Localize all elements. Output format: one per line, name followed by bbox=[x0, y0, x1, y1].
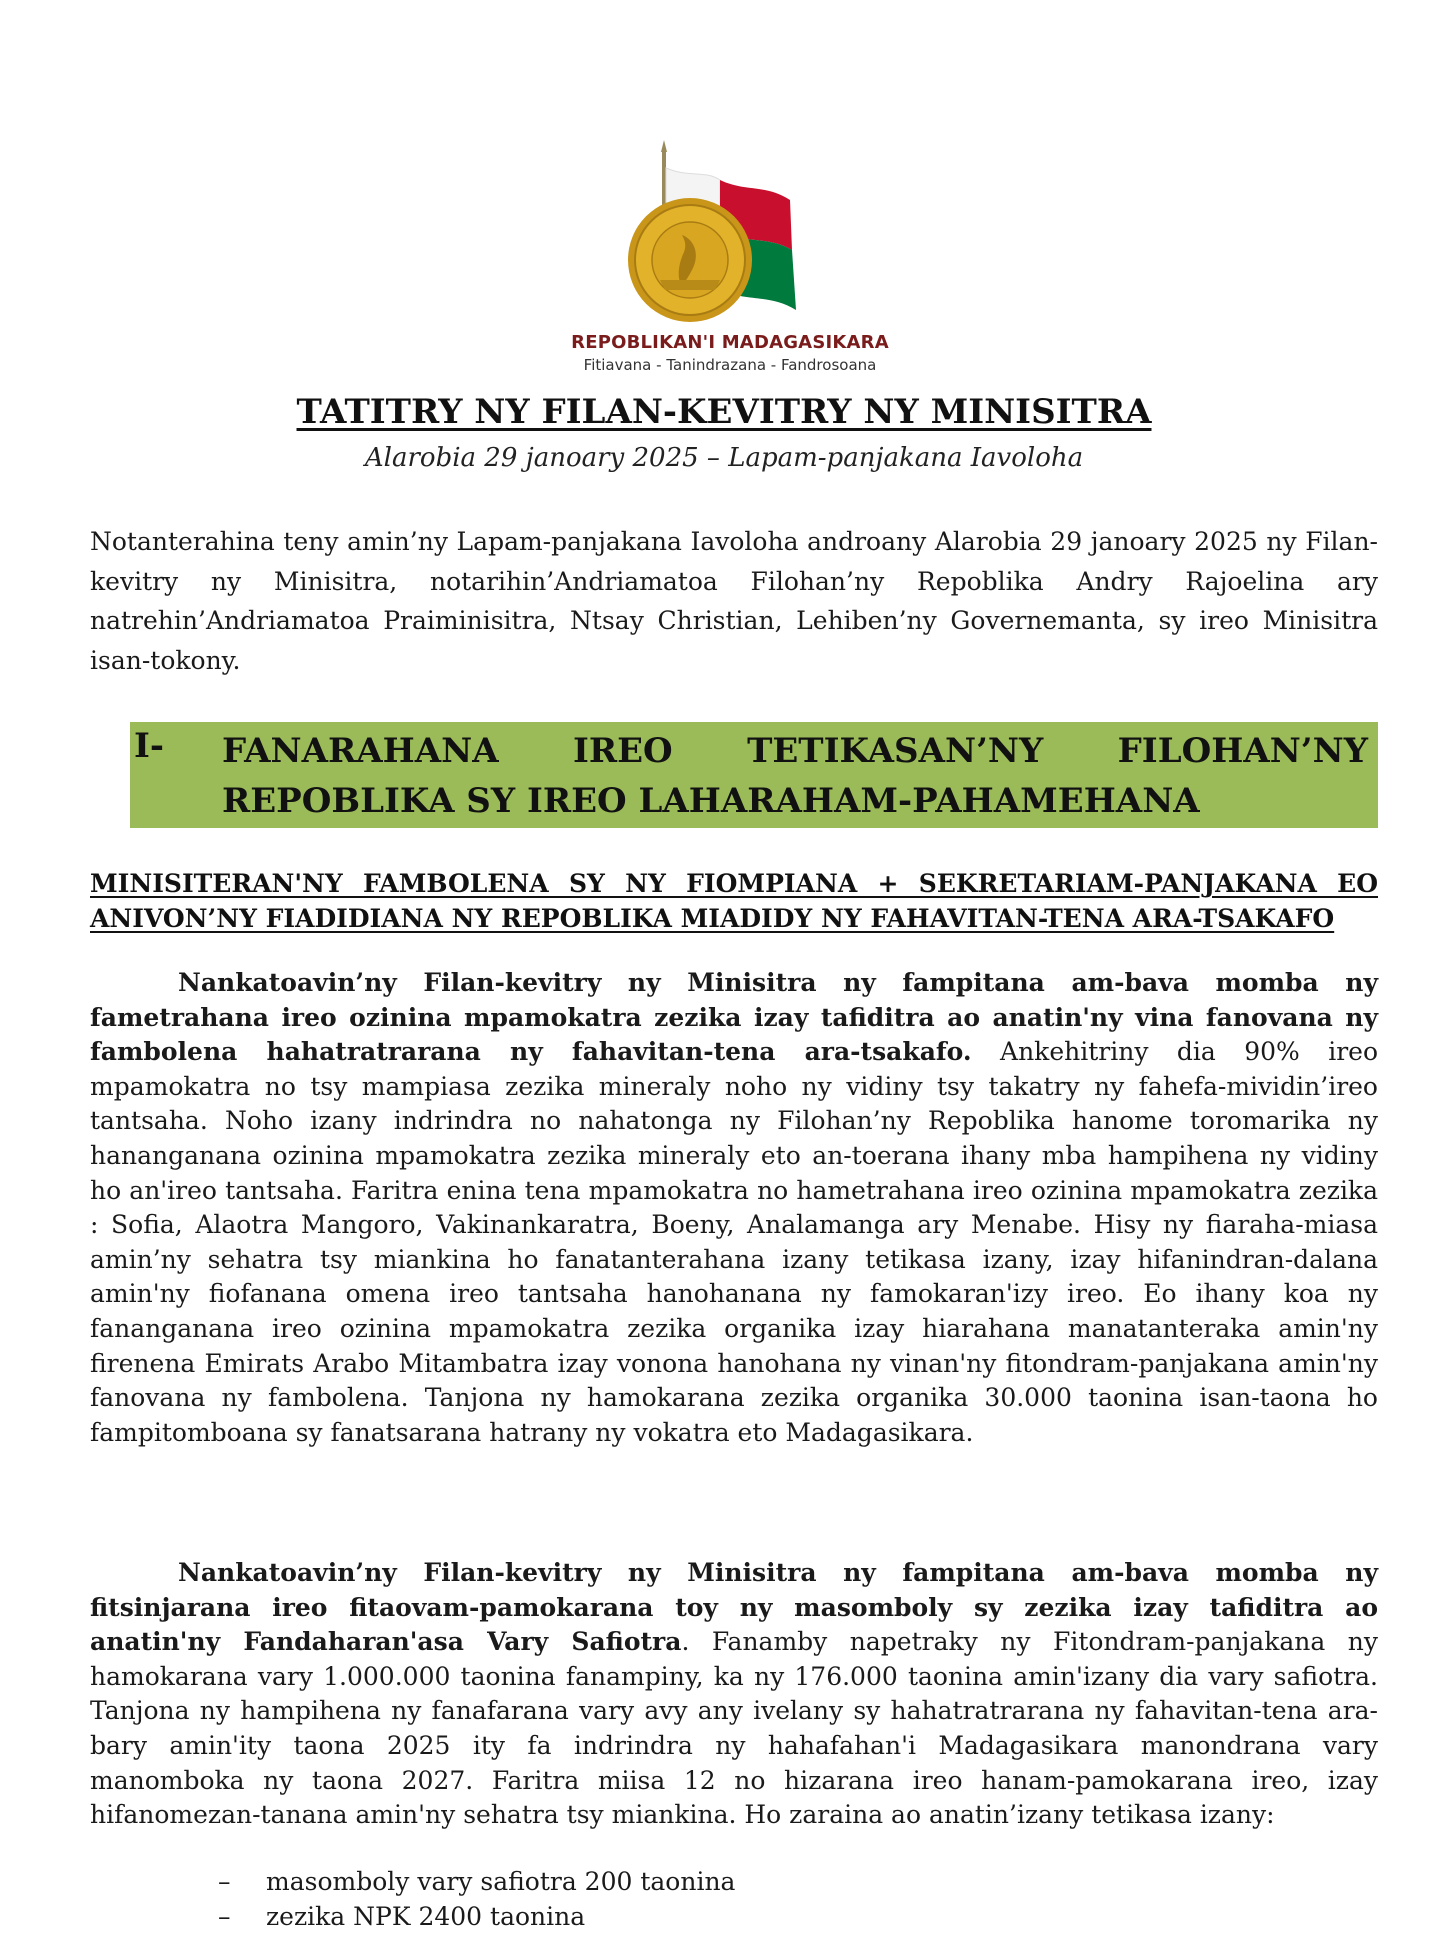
section-title-line1: FANARAHANA IREO TETIKASAN’NY FILOHAN’NY bbox=[222, 731, 1368, 771]
section-title-line2: REPOBLIKA SY IREO LAHARAHAM-PAHAMEHANA bbox=[222, 781, 1200, 821]
paragraph-body: Ankehitriny dia 90% ireo mpamokatra no tsy mampiasa zezika mineraly noho ny vidiny tsy takatry ny fahefa-mividin’ireo tantsaha. Noho izany indrindra no nahatonga ny Filohan’ny Repoblika hanome toromarika ny hananganana ozinina mpamokatra zezika mineraly eto an-toerana ihany mba hampihena ny vidiny ho an'ireo tantsaha. Faritra enina tena mpamokatra no hametrahana ireo ozinina mpamokatra zezika : Sofia, Alaotra Mangoro, Vakinankaratra, Boeny, Analamanga ary Menabe. Hisy ny fiaraha-miasa amin’ny sehatra tsy miankina ho fanatanterahana izany tetikasa izany, izay hifanindran-dalana amin'ny fiofanana omena ireo tantsaha hanohanana ny famokaran'izy ireo. Eo ihany koa ny fananganana ireo ozinina mpamokatra zezika organika izay hiarahana manatanteraka amin'ny firenena Emirats Arabo Mitambatra izay vonona hanohana ny vinan'ny fitondram-panjakana amin'ny fanovana ny fambolena. Tanjona ny hamokarana zezika organika 30.000 taonina isan-taona ho fampitomboana sy fanatsarana hatrany ny vokatra eto Madagasikara. bbox=[90, 1037, 1378, 1447]
list-item: – masomboly vary safiotra 200 taonina bbox=[218, 1867, 736, 1896]
document-subtitle: Alarobia 29 janoary 2025 – Lapam-panjakana Iavoloha bbox=[364, 443, 1084, 473]
intro-paragraph: Notanterahina teny amin’ny Lapam-panjakana Iavoloha androany Alarobia 29 janoary 2025 ny Filan-kevitry ny Minisitra, notarihin’Andriamatoa Filohan’ny Repoblika Andry Rajoelina ary natrehin’Andriamatoa Praiminisitra, Ntsay Christian, Lehiben’ny Governemanta, sy ireo Minisitra isan-tokony. bbox=[90, 527, 1378, 675]
republic-logo bbox=[560, 140, 900, 380]
republic-motto: Fitiavana - Tanindrazana - Fandrosoana bbox=[583, 356, 877, 374]
paragraph-lead: Nankatoavin’ny Filan-kevitry ny Minisitra ny fampitana am-bava momba ny fametrahana ireo ozinina mpamokatra zezika izay tafiditra ao anatin'ny vina fanovana ny fambolena hahatratrarana ny fahavitan-tena ara-tsakafo. bbox=[90, 968, 1378, 1067]
document-title: TATITRY NY FILAN-KEVITRY NY MINISITRA bbox=[296, 392, 1152, 432]
paragraph-fertilizer bbox=[90, 966, 1378, 1450]
paragraph-lead: Nankatoavin’ny Filan-kevitry ny Minisitra ny fampitana am-bava momba ny fitsinjarana ireo fitaovam-pamokarana toy ny masomboly sy zezika izay tafiditra ao anatin'ny Fandaharan'asa Vary Safiotra bbox=[90, 1558, 1378, 1657]
ministry-heading: MINISITERAN'NY FAMBOLENA SY NY FIOMPIANA + SEKRETARIAM-PANJAKANA EO ANIVON’NY FIADIDIANA NY REPOBLIKA MIADIDY NY FAHAVITAN-TENA ARA-TSAKAFO bbox=[90, 869, 1378, 933]
section-banner bbox=[130, 722, 1378, 828]
list-item: – zezika NPK 2400 taonina bbox=[218, 1902, 586, 1931]
distribution-list bbox=[218, 1864, 735, 1934]
paragraph-body: . Fanamby napetraky ny Fitondram-panjakana ny hamokarana vary 1.000.000 taonina fanampiny, ka ny 176.000 taonina amin'izany dia vary safiotra. Tanjona ny hampihena ny fanafarana vary avy any ivelany sy hahatratrarana ny fahavitan-tena ara-bary amin'ity taona 2025 ity fa indrindra ny hahafahan'i Madagasikara manondrana vary manomboka ny taona 2027. Faritra miisa 12 no hizarana ireo hanam-pamokarana ireo, izay hifanomezan-tanana amin'ny sehatra tsy miankina. Ho zaraina ao anatin’izany tetikasa izany: bbox=[90, 1627, 1378, 1830]
paragraph-rice bbox=[90, 1556, 1378, 1833]
republic-name: REPOBLIKAN'I MADAGASIKARA bbox=[571, 332, 889, 353]
flag-seal-icon bbox=[620, 140, 840, 330]
section-title bbox=[222, 726, 1368, 826]
section-number: I- bbox=[134, 726, 165, 766]
